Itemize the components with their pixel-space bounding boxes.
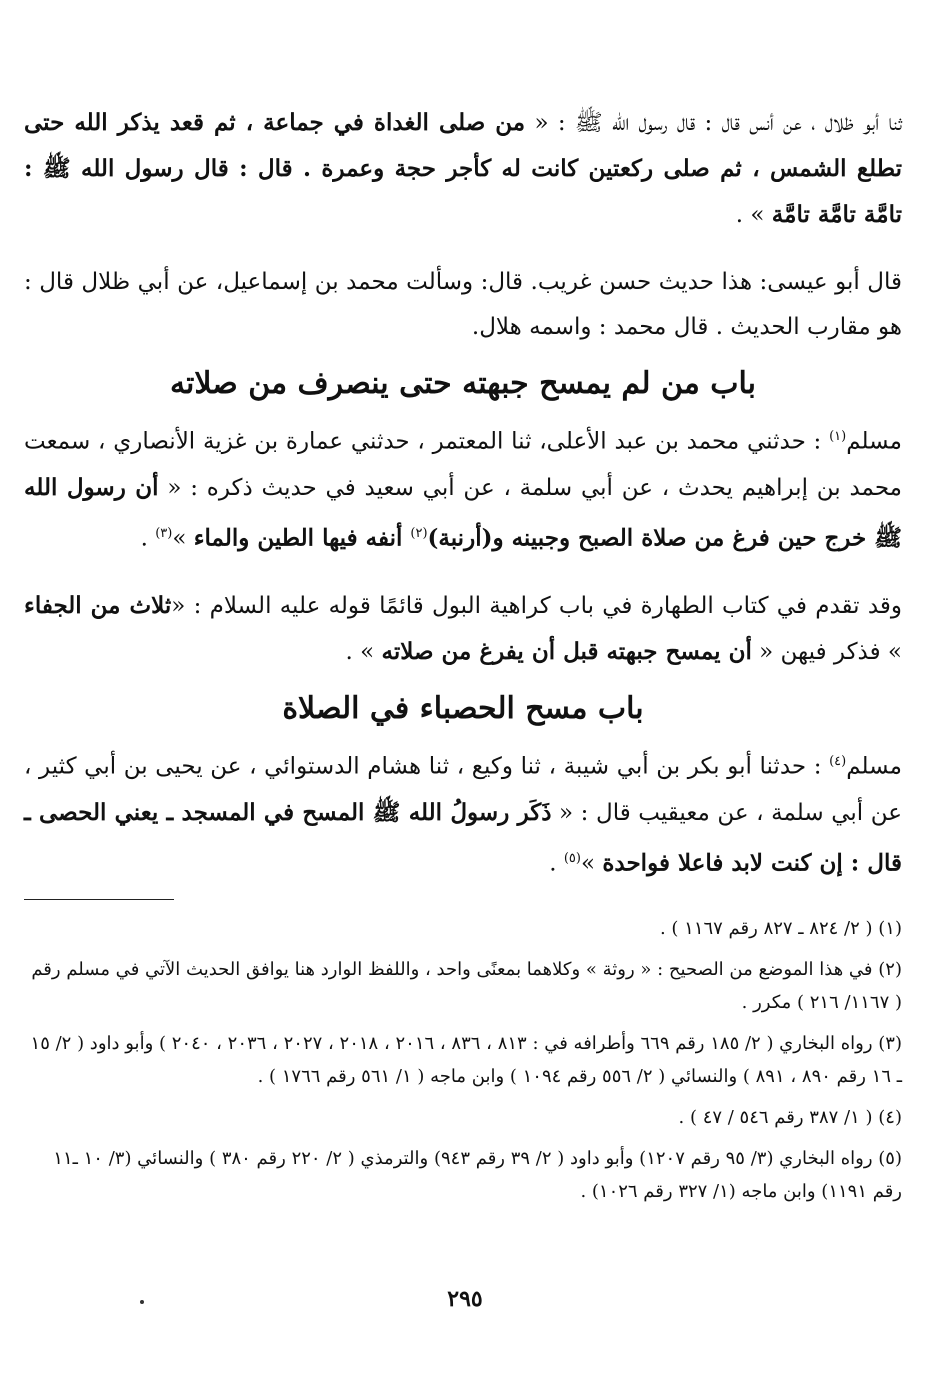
footnote-4 — [24, 1101, 902, 1134]
footnote-ref-4: (٤) — [829, 754, 847, 770]
footnote-1 — [24, 912, 902, 945]
para4-bold-2: أن يمسح جبهته قبل أن يفرغ من صلاته — [381, 638, 752, 666]
footnote-text: رواه البخاري (٣/ ٩٥ رقم ١٢٠٧) وأبو داود ( ٢/ ٣٩ رقم ٩٤٣) والترمذي ( ٢/ ٢٢٠ رقم ٣٨٠ ) والنسائي (٣/ ١٠ ـ١١ رقم ١١٩١) وابن ماجه (١/ ٣٢٧ رقم ١٠٢٦) . — [53, 1147, 902, 1202]
hadith-paragraph-4 — [24, 583, 902, 675]
footnote-5 — [24, 1142, 902, 1208]
footnote-text: ( ١/ ٣٨٧ رقم ٥٤٦ / ٤٧ ) . — [678, 1106, 873, 1128]
chapter-heading-1: باب من لم يمسح جبهته حتى ينصرف من صلاته — [169, 366, 757, 401]
hadith-paragraph-5 — [24, 739, 902, 886]
footnote-ref-3: (٣) — [155, 525, 173, 541]
footnote-ref-1: (١) — [829, 429, 847, 444]
footnote-ref-5: (٥) — [563, 850, 581, 866]
footnote-number: (١) — [878, 917, 902, 939]
para5-plain: : حدثنا أبو بكر بن أبي شيبة ، ثنا وكيع ، ثنا هشام الدستوائي ، عن يحيى بن أبي كثير ، عن أبي سلمة ، عن معيقيب قال : « — [24, 753, 902, 826]
para3-plain: : حدثني محمد بن عبد الأعلى، ثنا المعتمر ، حدثني عمارة بن غزية الأنصاري ، سمعت محمد بن إبراهيم يحدث ، عن أبي سلمة ، عن أبي سعيد في حديث ذكره : « — [24, 428, 902, 501]
footnotes — [24, 912, 902, 1208]
scan-speck — [140, 1300, 144, 1304]
footnote-3 — [24, 1027, 902, 1093]
para3-hadith-text: أن رسول الله ﷺ خرج حين فرغ من صلاة الصبح وجبينه و(أرنبة) — [24, 473, 902, 552]
hadith-paragraph-1 — [24, 100, 902, 238]
footnote-number: (٢) — [878, 958, 902, 980]
para1-plain: ثنا أبو ظلال ، عن أنس قال : قال رسول الله ﷺ : « — [525, 110, 903, 136]
chapter-heading-2: باب مسح الحصباء في الصلاة — [282, 691, 644, 727]
para4-mid: » فذكر فيهن « — [751, 639, 902, 666]
para1-end: » . — [735, 202, 772, 228]
tirmidhi-comment: قال أبو عيسى: هذا حديث حسن غريب. قال: وسألت محمد بن إسماعيل، عن أبي ظلال قال : هو مقارب الحديث . قال محمد : واسمه هلال. — [24, 269, 902, 340]
footnote-text: ( ٢/ ٨٢٤ ـ ٨٢٧ رقم ١١٦٧ ) . — [659, 917, 873, 939]
para5-end: » — [580, 850, 603, 877]
para3-start: مسلم — [846, 428, 902, 455]
footnote-separator — [24, 899, 174, 900]
footnote-text: في هذا الموضع من الصحيح : « روثة » وكلاهما بمعنًى واحد ، واللفظ الوارد هنا يوافق الحديث الآتي في مسلم رقم ( ١١٦٧/ ٢١٦ ) مكرر . — [31, 958, 902, 1013]
footnote-number: (٣) — [878, 1032, 902, 1054]
para3-tail: . — [140, 525, 156, 552]
footnote-text: رواه البخاري ( ٢/ ١٨٥ رقم ٦٦٩ وأطرافه في : ٨١٣ ، ٨٣٦ ، ٢٠١٦ ، ٢٠١٨ ، ٢٠٢٧ ، ٢٠٣٦ ، ٢٠٤٠ ) وأبو داود ( ٢/ ١٥ ـ ١٦ رقم ٨٩٠ ، ٨٩١ ) والنسائي ( ٢/ ٥٥٦ رقم ١٠٩٤ ) وابن ماجه ( ١/ ٥٦١ رقم ١٧٦٦ ) . — [30, 1032, 902, 1087]
para4-end: » . — [345, 639, 382, 666]
footnote-number: (٤) — [878, 1106, 902, 1128]
para5-start: مسلم — [846, 753, 902, 780]
para4-bold-1: ثلاث من الجفاء — [24, 592, 172, 620]
footnote-number: (٥) — [878, 1147, 902, 1169]
hadith-paragraph-3 — [24, 414, 902, 561]
footnote-ref-2: (٢) — [410, 525, 428, 541]
para3-hadith-text-2: أنفه فيها الطين والماء — [193, 524, 411, 552]
para5-hadith-text: ذَكَر رسولُ الله ﷺ المسح في المسجد ـ يعني الحصى ـ قال : إن كنت لابد فاعلا فواحدة — [24, 798, 902, 877]
footnote-2 — [24, 953, 902, 1019]
page-number: ٢٩٥ — [447, 1286, 483, 1312]
para1-hadith-text: من صلى الغداة في جماعة ، ثم قعد يذكر الله حتى تطلع الشمس ، ثم صلى ركعتين كانت له كأجر حجة وعمرة . قال : قال رسول الله ﷺ : تامَّة تامَّة تامَّة — [24, 109, 902, 228]
para3-end: » — [172, 525, 194, 552]
para4-plain: وقد تقدم في كتاب الطهارة في باب كراهية البول قائمًا قوله عليه السلام : « — [171, 593, 902, 620]
para5-tail: . — [549, 850, 564, 877]
